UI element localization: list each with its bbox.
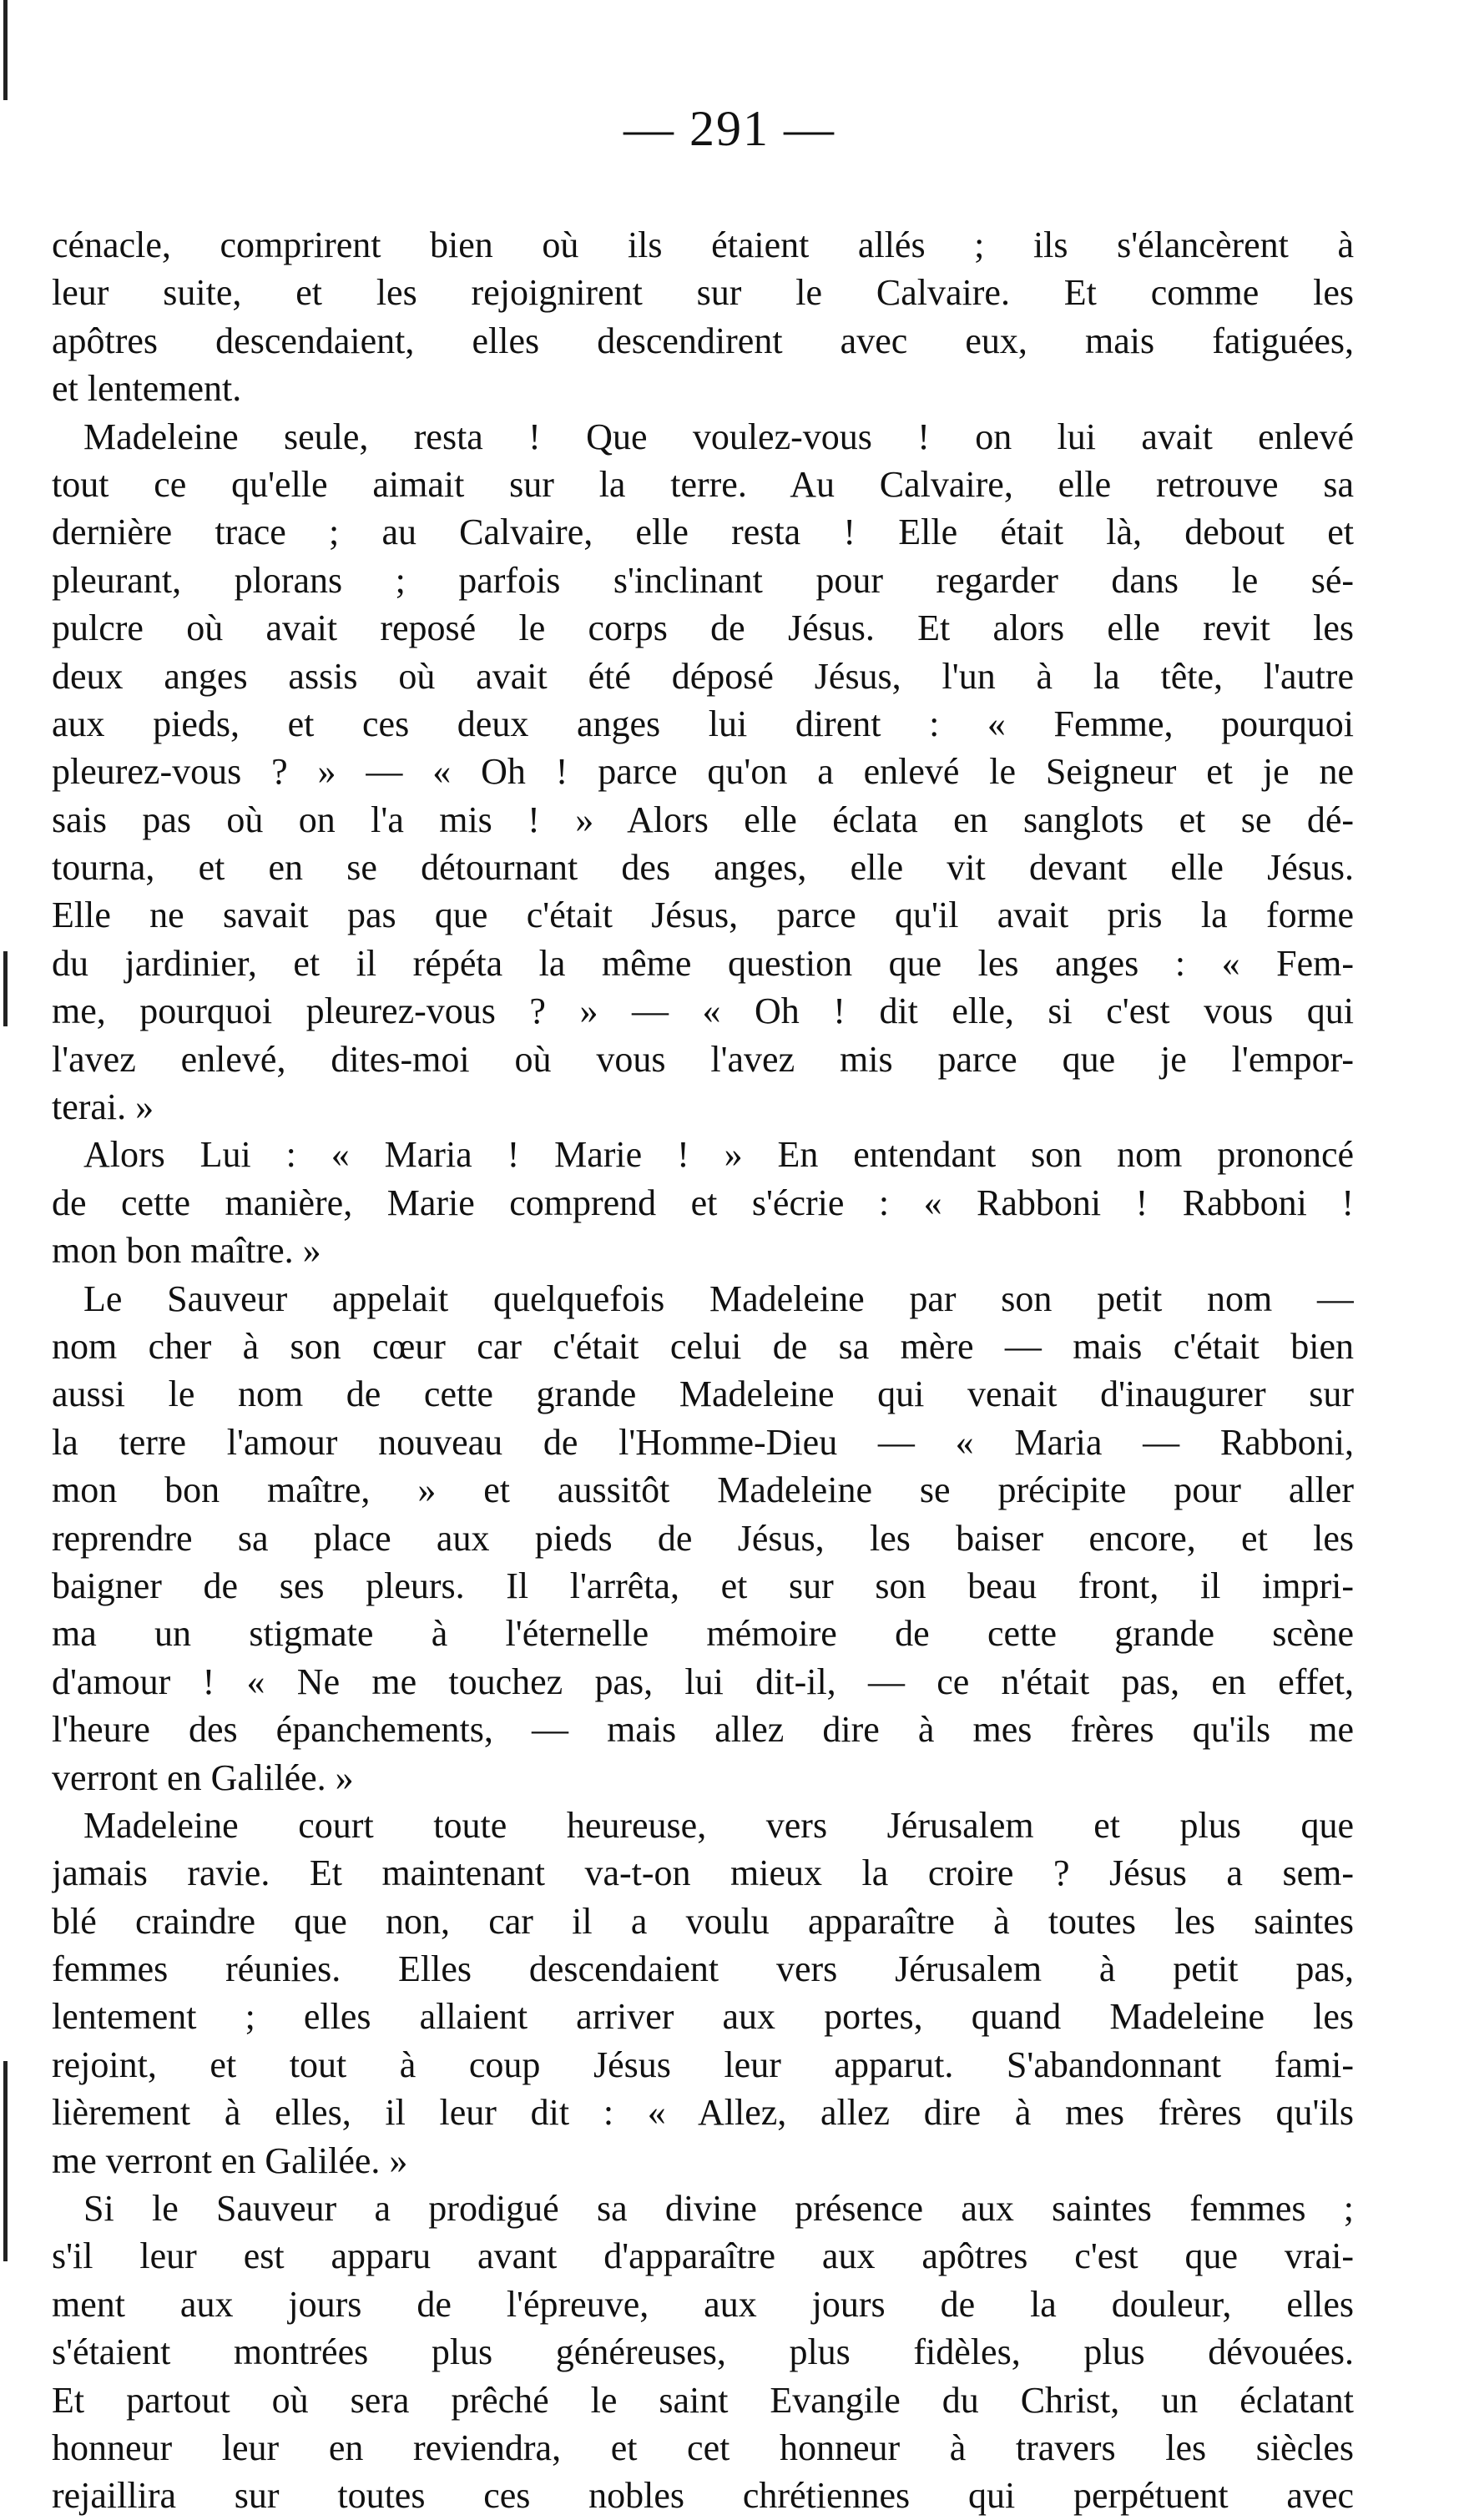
text-line: aussi le nom de cette grande Madeleine qui venait d'inaugurer sur: [52, 1373, 1354, 1415]
text-line: blé craindre que non, car il a voulu apparaître à toutes les saintes: [52, 1900, 1354, 1942]
text-line: de cette manière, Marie comprend et s'écrie : « Rabboni ! Rabboni !: [52, 1182, 1354, 1223]
text-line: rejoint, et tout à coup Jésus leur apparut. S'abandonnant fami-: [52, 2044, 1354, 2085]
text-line: lentement ; elles allaient arriver aux portes, quand Madeleine les: [52, 1996, 1354, 2038]
text-line: rejaillira sur toutes ces nobles chrétiennes qui perpétuent avec: [52, 2475, 1354, 2517]
text-line: jamais ravie. Et maintenant va-t-on mieux la croire ? Jésus a sem-: [52, 1852, 1354, 1894]
left-edge-mark-bottom: [3, 2061, 8, 2261]
text-line: Et partout où sera prêché le saint Evangile du Christ, un éclatant: [52, 2379, 1354, 2421]
text-line: ma un stigmate à l'éternelle mémoire de cette grande scène: [52, 1613, 1354, 1655]
text-line: aux pieds, et ces deux anges lui dirent : « Femme, pourquoi: [52, 703, 1354, 744]
left-edge-mark-top: [3, 0, 8, 100]
body-text: [52, 221, 1354, 2520]
text-line: pulcre où avait reposé le corps de Jésus. Et alors elle revit les: [52, 607, 1354, 649]
text-line: sais pas où on l'a mis ! » Alors elle éclata en sanglots et se dé-: [52, 799, 1354, 840]
text-line: l'avez enlevé, dites-moi où vous l'avez mis parce que je l'empor-: [52, 1038, 1354, 1080]
text-line: femmes réunies. Elles descendaient vers Jérusalem à petit pas,: [52, 1948, 1354, 1990]
text-line: apôtres descendaient, elles descendirent avec eux, mais fatiguées,: [52, 320, 1354, 361]
text-line: Madeleine seule, resta ! Que voulez-vous ! on lui avait enlevé: [83, 416, 1354, 457]
text-line: s'il leur est apparu avant d'apparaître aux apôtres c'est que vrai-: [52, 2235, 1354, 2277]
page-number: — 291 —: [623, 101, 836, 156]
text-line: leur suite, et les rejoignirent sur le Calvaire. Et comme les: [52, 272, 1354, 314]
text-line: terai. »: [52, 1086, 154, 1128]
text-line: la terre l'amour nouveau de l'Homme-Dieu — « Maria — Rabboni,: [52, 1421, 1354, 1463]
text-line: lièrement à elles, il leur dit : « Allez, allez dire à mes frères qu'ils: [52, 2092, 1354, 2134]
text-line: Alors Lui : « Maria ! Marie ! » En entendant son nom prononcé: [83, 1134, 1354, 1176]
text-line: tout ce qu'elle aimait sur la terre. Au Calvaire, elle retrouve sa: [52, 463, 1354, 505]
text-line: reprendre sa place aux pieds de Jésus, les baiser encore, et les: [52, 1517, 1354, 1559]
text-line: mon bon maître, » et aussitôt Madeleine se précipite pour aller: [52, 1469, 1354, 1511]
text-line: mon bon maître. »: [52, 1230, 321, 1272]
text-line: Madeleine court toute heureuse, vers Jérusalem et plus que: [83, 1804, 1354, 1846]
text-line: tourna, et en se détournant des anges, elle vit devant elle Jésus.: [52, 847, 1354, 889]
text-line: pleurez-vous ? » — « Oh ! parce qu'on a enlevé le Seigneur et je ne: [52, 751, 1354, 793]
text-line: Le Sauveur appelait quelquefois Madeleine par son petit nom —: [83, 1278, 1354, 1319]
text-line: l'heure des épanchements, — mais allez dire à mes frères qu'ils me: [52, 1709, 1354, 1751]
text-line: du jardinier, et il répéta la même question que les anges : « Fem-: [52, 942, 1354, 984]
text-line: s'étaient montrées plus généreuses, plus fidèles, plus dévouées.: [52, 2331, 1354, 2373]
text-line: d'amour ! « Ne me touchez pas, lui dit-il, — ce n'était pas, en effet,: [52, 1661, 1354, 1702]
text-line: verront en Galilée. »: [52, 1756, 354, 1798]
text-line: baigner de ses pleurs. Il l'arrêta, et sur son beau front, il impri-: [52, 1565, 1354, 1606]
text-line: me verront en Galilée. »: [52, 2139, 408, 2181]
text-line: dernière trace ; au Calvaire, elle resta ! Elle était là, debout et: [52, 512, 1354, 553]
text-line: ment aux jours de l'épreuve, aux jours de la douleur, elles: [52, 2283, 1354, 2325]
left-edge-mark-middle: [3, 951, 8, 1026]
text-line: nom cher à son cœur car c'était celui de sa mère — mais c'était bien: [52, 1325, 1354, 1367]
text-line: me, pourquoi pleurez-vous ? » — « Oh ! dit elle, si c'est vous qui: [52, 990, 1354, 1032]
text-line: honneur leur en reviendra, et cet honneur à travers les siècles: [52, 2427, 1354, 2468]
text-line: Si le Sauveur a prodigué sa divine présence aux saintes femmes ;: [83, 2188, 1354, 2230]
text-line: Elle ne savait pas que c'était Jésus, parce qu'il avait pris la forme: [52, 895, 1354, 936]
text-line: et lentement.: [52, 368, 242, 410]
text-line: deux anges assis où avait été déposé Jésus, l'un à la tête, l'autre: [52, 655, 1354, 697]
text-line: cénacle, comprirent bien où ils étaient allés ; ils s'élancèrent à: [52, 224, 1354, 265]
text-line: pleurant, plorans ; parfois s'inclinant pour regarder dans le sé-: [52, 559, 1354, 601]
